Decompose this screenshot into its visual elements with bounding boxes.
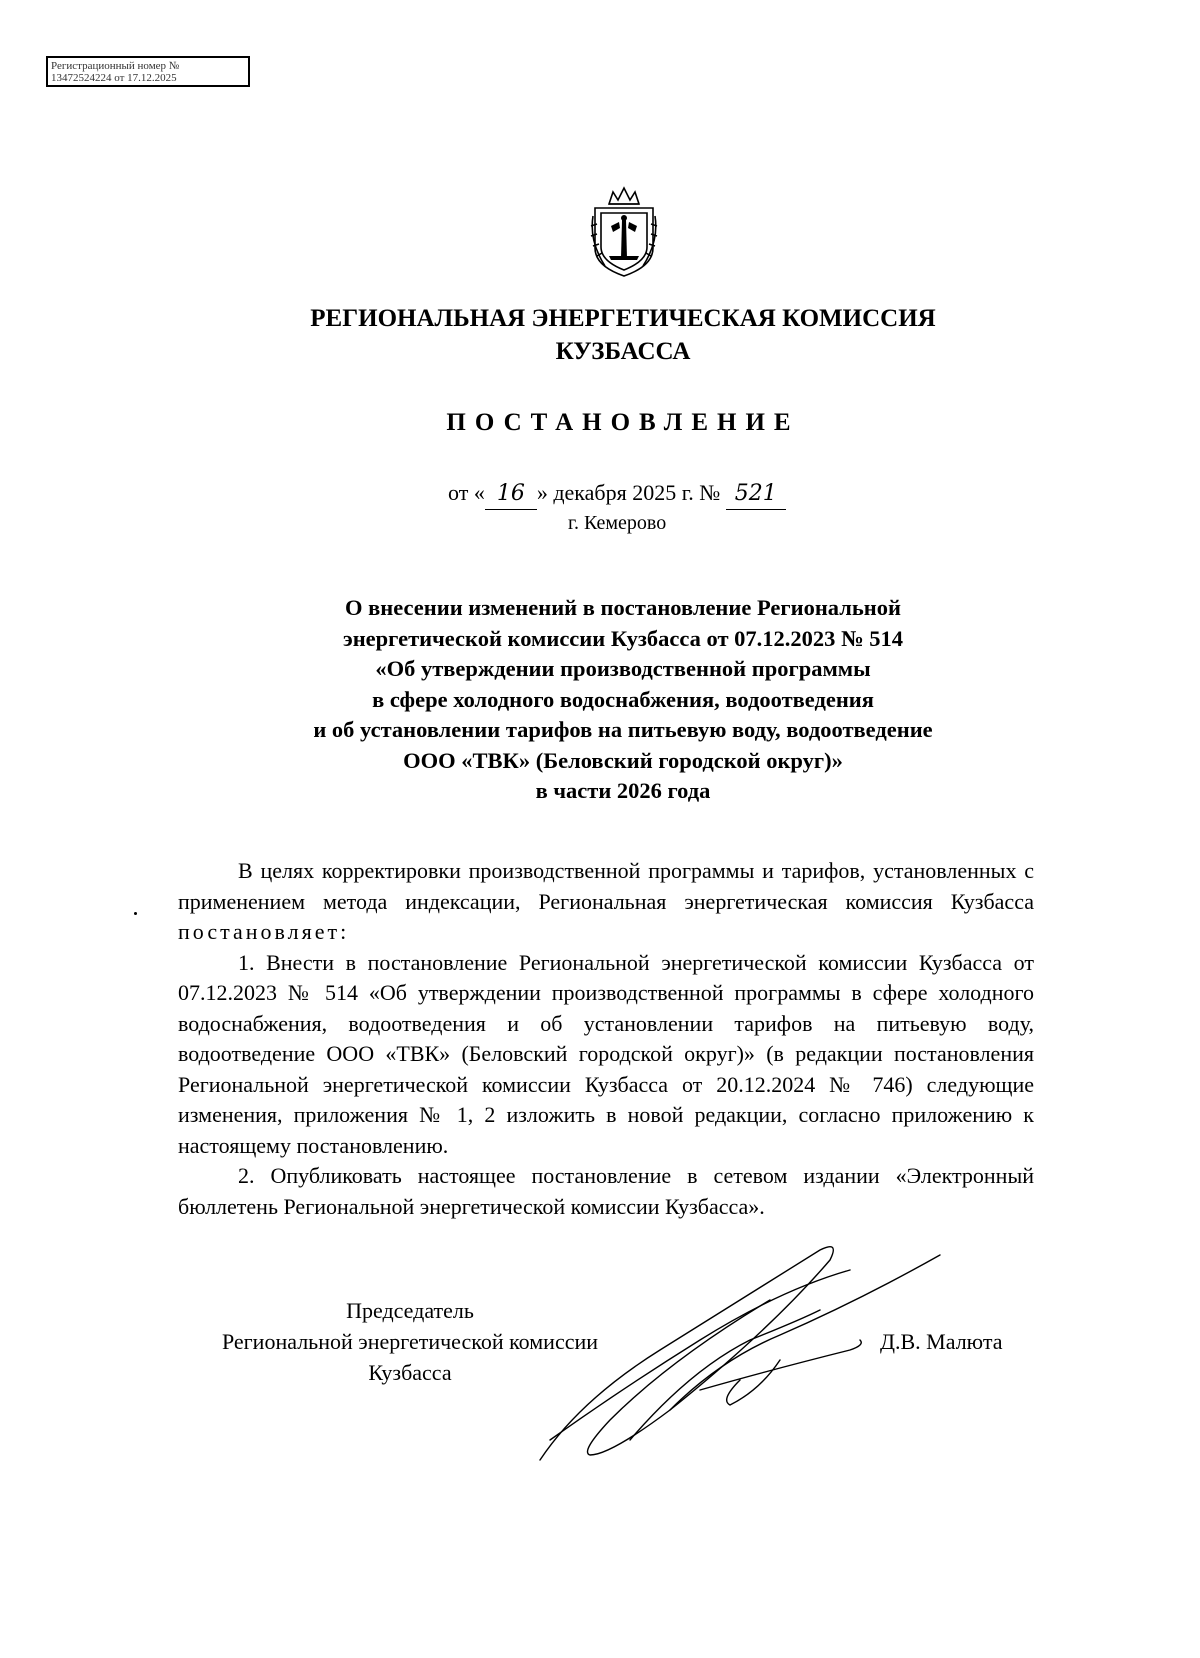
- date-prefix: от «: [448, 480, 485, 505]
- kuzbass-coat-of-arms-icon: [587, 186, 661, 278]
- signer-position-line3: Кузбасса: [368, 1360, 452, 1385]
- registration-stamp-line1: Регистрационный номер №: [51, 60, 180, 72]
- date-middle: » декабря 2025 г. №: [536, 480, 726, 505]
- handwritten-signature: [520, 1240, 950, 1480]
- subject-line: и об установлении тарифов на питьевую воду, водоотведение: [313, 717, 933, 742]
- subject-line: энергетической комиссии Кузбасса от 07.12.2023 № 514: [342, 625, 904, 651]
- item-2-paragraph: 2. Опубликовать настоящее постановление в сетевом издании «Электронный бюллетень Региональной энергетической комиссии Кузбасса».: [178, 1163, 1034, 1219]
- intro-spaced-verb: постановляет:: [178, 919, 350, 944]
- subject-line: ООО «ТВК» (Беловский городской округ)»: [403, 747, 843, 773]
- subject-line: в части 2026 года: [535, 778, 711, 803]
- agency-name-line2: КУЗБАССА: [555, 338, 691, 365]
- document-number-handwritten: 521: [726, 479, 786, 510]
- document-body: [178, 856, 1034, 1222]
- date-day-handwritten: 16: [485, 479, 537, 510]
- item-1-paragraph: 1. Внести в постановление Региональной энергетической комиссии Кузбасса от 07.12.2023 № 514 «Об утверждении производственной программы в сфере холодного водоснабжения, водоотведения и об установлении тарифов на питьевую воду, водоотведение ООО «ТВК» (Беловский городской округ)» (в редакции постановления Региональной энергетической комиссии Кузбасса от 20.12.2024 № 746) следующие изменения, приложения № 1, 2 изложить в новой редакции, согласно приложению к настоящему постановлению.: [178, 949, 1034, 1158]
- agency-name-line1: РЕГИОНАЛЬНАЯ ЭНЕРГЕТИЧЕСКАЯ КОМИССИЯ: [310, 305, 936, 332]
- signer-position-line2: Региональной энергетической комиссии: [221, 1329, 599, 1354]
- agency-name: [0, 302, 1200, 368]
- signer-position-line1: Председатель: [346, 1298, 474, 1323]
- registration-stamp: [46, 56, 250, 87]
- city: г. Кемерово: [568, 512, 667, 534]
- subject-line: в сфере холодного водоснабжения, водоотведения: [372, 686, 874, 712]
- registration-stamp-line2: 13472524224 от 17.12.2025: [51, 72, 177, 84]
- signer-name: Д.В. Малюта: [880, 1329, 1003, 1354]
- document-subject: [0, 593, 1200, 807]
- intro-text: В целях корректировки производственной программы и тарифов, установленных с применением метода индексации, Региональная энергетическая комиссия Кузбасса: [178, 858, 1034, 914]
- date-line: [448, 478, 786, 510]
- subject-line: О внесении изменений в постановление Региональной: [345, 595, 901, 620]
- document-type: ПОСТАНОВЛЕНИЕ: [446, 409, 800, 436]
- scan-speck: [134, 912, 137, 915]
- subject-line: «Об утверждении производственной программы: [375, 656, 871, 681]
- intro-paragraph: [178, 856, 1034, 948]
